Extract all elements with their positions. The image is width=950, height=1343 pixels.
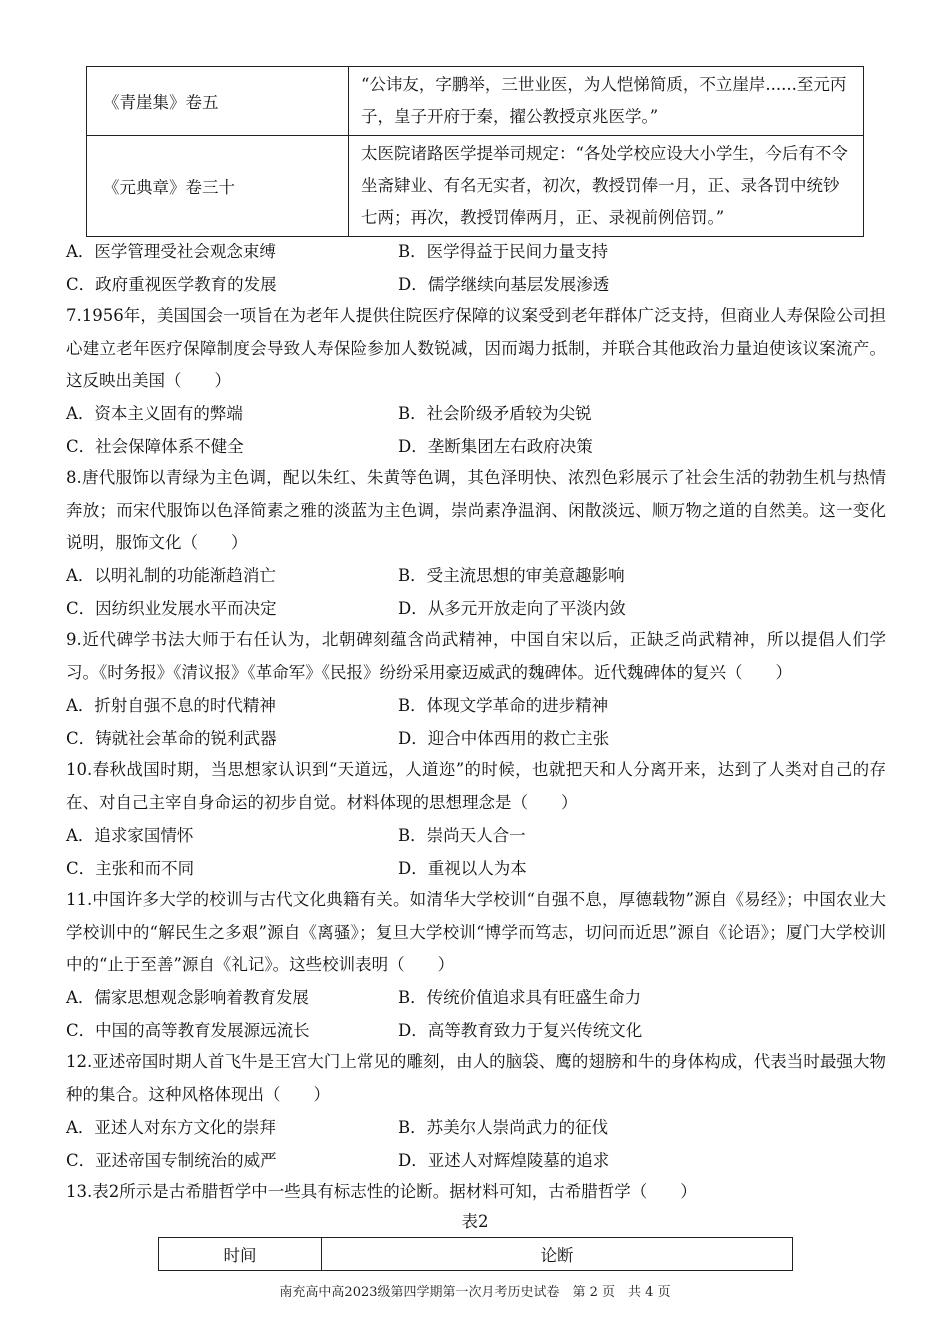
option-c[interactable]: C．社会保障体系不健全 xyxy=(66,437,244,456)
option-d[interactable]: D．高等教育致力于复兴传统文化 xyxy=(398,1021,643,1040)
option-c[interactable]: C．亚述帝国专制统治的威严 xyxy=(66,1151,277,1170)
option-c[interactable]: C．中国的高等教育发展源远流长 xyxy=(66,1021,310,1040)
option-a[interactable]: A．折射自强不息的时代精神 xyxy=(66,696,276,715)
option-a[interactable]: A．追求家国情怀 xyxy=(66,826,194,845)
options-row xyxy=(66,725,886,755)
option-b[interactable]: B．社会阶级矛盾较为尖锐 xyxy=(398,404,592,423)
question-9-stem: 9.近代碑学书法大师于右任认为，北朝碑刻蕴含尚武精神，中国自宋以后，正缺乏尚武精神，所以提倡人们学习。《时务报》《清议报》《革命军》《民报》纷纷采用豪迈威武的魏碑体。近代魏碑体的复兴（ ） xyxy=(66,630,886,682)
question-10-stem: 10.春秋战国时期，当思想家认识到“天道远，人道迩”的时候，也就把天和人分离开来，达到了人类对自己的存在、对自己主宰自身命运的初步自觉。材料体现的思想理念是（ ） xyxy=(66,760,886,812)
option-a[interactable]: A．以明礼制的功能渐趋消亡 xyxy=(66,566,276,585)
source-content: 太医院诸路医学提举司规定：“各处学校应设大小学生，今后有不令坐斋肄业、有名无实者，初次，教授罚俸一月，正、录各罚中统钞七两；再次，教授罚俸两月，正、录视前例倍罚。” xyxy=(349,136,864,237)
option-a[interactable]: A．资本主义固有的弊端 xyxy=(66,404,243,423)
option-a[interactable]: A．医学管理受社会观念束缚 xyxy=(66,242,276,261)
option-c[interactable]: C．铸就社会革命的锐利武器 xyxy=(66,729,277,748)
option-d[interactable]: D．迎合中体西用的救亡主张 xyxy=(398,729,610,748)
option-b[interactable]: B．苏美尔人崇尚武力的征伐 xyxy=(398,1118,609,1137)
question-12-stem: 12.亚述帝国时期人首飞牛是王宫大门上常见的雕刻，由人的脑袋、鹰的翅膀和牛的身体构成，代表当时最强大物种的集合。这种风格体现出（ ） xyxy=(66,1052,886,1104)
options-row xyxy=(66,855,886,885)
options-row xyxy=(66,562,886,592)
options-row xyxy=(66,984,886,1014)
options-row xyxy=(66,1017,886,1047)
options-row xyxy=(66,822,886,852)
option-b[interactable]: B．受主流思想的审美意趣影响 xyxy=(398,566,625,585)
table-header-row xyxy=(159,1238,793,1271)
option-d[interactable]: D．亚述人对辉煌陵墓的追求 xyxy=(398,1151,610,1170)
header-thesis: 论断 xyxy=(322,1238,793,1271)
option-a[interactable]: A．亚述人对东方文化的崇拜 xyxy=(66,1118,276,1137)
option-c[interactable]: C．主张和而不同 xyxy=(66,859,195,878)
option-c[interactable]: C．因纺织业发展水平而决定 xyxy=(66,599,277,618)
options-row xyxy=(66,238,886,268)
source-name: 《青崖集》卷五 xyxy=(87,67,349,136)
option-a[interactable]: A．儒家思想观念影响着教育发展 xyxy=(66,988,309,1007)
option-b[interactable]: B．崇尚天人合一 xyxy=(398,826,526,845)
option-d[interactable]: D．从多元开放走向了平淡内敛 xyxy=(398,599,626,618)
page-footer: 南充高中高2023级第四学期第一次月考历史试卷 第 2 页 共 4 页 xyxy=(279,1285,671,1300)
option-d[interactable]: D．垄断集团左右政府决策 xyxy=(398,437,593,456)
question-13-stem: 13.表2所示是古希腊哲学中一些具有标志性的论断。据材料可知，古希腊哲学（ ） xyxy=(66,1182,697,1201)
question-11-stem: 11.中国许多大学的校训与古代文化典籍有关。如清华大学校训“自强不息，厚德载物”源自《易经》；中国农业大学校训中的“解民生之多艰”源自《离骚》；复旦大学校训“博学而笃志，切问而近思”源自《论语》；厦门大学校训中的“止于至善”源自《礼记》。这些校训表明（ ） xyxy=(66,890,886,974)
question-7-stem: 7.1956年，美国国会一项旨在为老年人提供住院医疗保障的议案受到老年群体广泛支持，但商业人寿保险公司担心建立老年医疗保障制度会导致人寿保险参加人数锐减，因而竭力抵制，并联合其他政治力量迫使该议案流产。这反映出美国（ ） xyxy=(66,306,886,390)
table-2 xyxy=(158,1237,793,1271)
source-table xyxy=(86,66,864,237)
options-row xyxy=(66,1114,886,1144)
options-row xyxy=(66,271,886,301)
option-d[interactable]: D．儒学继续向基层发展渗透 xyxy=(398,275,610,294)
option-b[interactable]: B．体现文学革命的进步精神 xyxy=(398,696,609,715)
option-b[interactable]: B．传统价值追求具有旺盛生命力 xyxy=(398,988,642,1007)
option-b[interactable]: B．医学得益于民间力量支持 xyxy=(398,242,609,261)
options-row xyxy=(66,692,886,722)
options-row xyxy=(66,433,886,463)
options-row xyxy=(66,1147,886,1177)
source-content: “公讳友，字鹏举，三世业医，为人恺悌简质，不立崖岸......至元丙子，皇子开府于秦，擢公教授京兆医学。” xyxy=(349,67,864,136)
table-row xyxy=(87,67,864,136)
question-8-stem: 8.唐代服饰以青绿为主色调，配以朱红、朱黄等色调，其色泽明快、浓烈色彩展示了社会生活的勃勃生机与热情奔放；而宋代服饰以色泽简素之雅的淡蓝为主色调，崇尚素净温润、闲散淡远、顺万物之道的自然美。这一变化说明，服饰文化（ ） xyxy=(66,468,886,552)
option-c[interactable]: C．政府重视医学教育的发展 xyxy=(66,275,277,294)
table-caption: 表2 xyxy=(461,1212,489,1231)
options-row xyxy=(66,595,886,625)
option-d[interactable]: D．重视以人为本 xyxy=(398,859,527,878)
source-name: 《元典章》卷三十 xyxy=(87,136,349,237)
table-row xyxy=(87,136,864,237)
header-time: 时间 xyxy=(159,1238,322,1271)
options-row xyxy=(66,400,886,430)
